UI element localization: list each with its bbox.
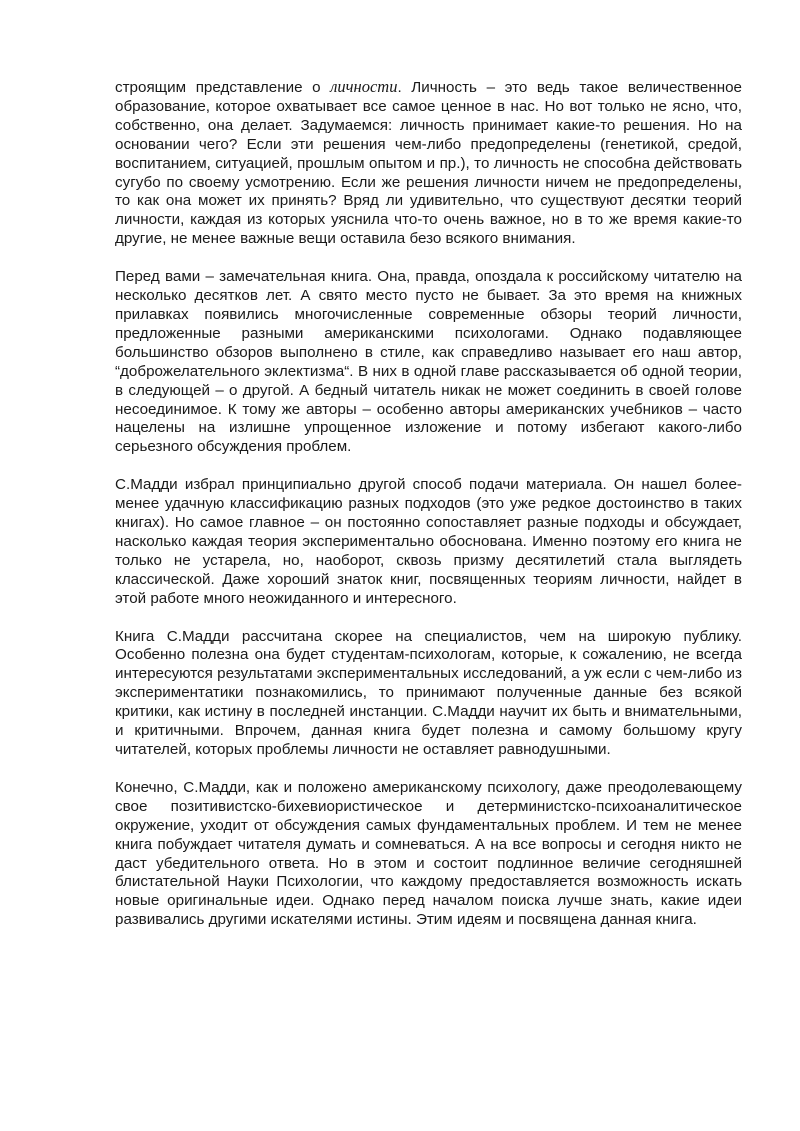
paragraph-1-emphasis: личности (330, 77, 398, 96)
paragraph-4 (115, 628, 742, 760)
document-page (115, 78, 742, 949)
paragraph-3 (115, 476, 742, 608)
paragraph-5 (115, 779, 742, 930)
paragraph-2 (115, 268, 742, 457)
paragraph-3-text: С.Мадди избрал принципиально другой способ подачи материала. Он нашел более-менее удачную классификацию разных подходов (это уже редкое достоинство в таких книгах). Но самое главное – он постоянно сопоставляет разные подходы и обсуждает, насколько каждая теория экспериментально обоснована. Именно поэтому его книга не только не устарела, но, наоборот, сквозь призму десятилетий стала выглядеть классической. Даже хороший знаток книг, посвященных теориям личности, найдет в этой работе много неожиданного и интересного. (115, 476, 742, 607)
paragraph-1 (115, 78, 742, 249)
paragraph-1-segment-3: . Личность – это ведь такое величественное образование, которое охватывает все самое ценное в нас. Но вот только не ясно, что, собственно, она делает. Задумаемся: личность принимает какие-то решения. Но на основании чего? Если эти решения чем-либо предопределены (генетикой, средой, воспитанием, ситуацией, прошлым опытом и пр.), то личность не способна действовать сугубо по своему усмотрению. Если же решения личности ничем не предопределены, то как она может их принять? Вряд ли удивительно, что существуют десятки теорий личности, каждая из которых уяснила что-то очень важное, но в то же время какие-то другие, не менее важные вещи оставила безо всякого внимания. (115, 79, 742, 248)
paragraph-1-segment-1: строящим представление о (115, 79, 331, 96)
paragraph-5-text: Конечно, С.Мадди, как и положено американскому психологу, даже преодолевающему свое позитивистско-бихевиористическое и детерминистско-психоаналитическое окружение, уходит от обсуждения самых фундаментальных проблем. И тем не менее книга побуждает читателя думать и сомневаться. А на все вопросы и сегодня никто не даст убедительного ответа. Но в этом и состоит подлинное величие сегодняшней блистательной Науки Психологии, что каждому предоставляется возможность искать новые оригинальные идеи. Однако перед началом поиска лучше знать, какие идеи развивались другими искателями истины. Этим идеям и посвящена данная книга. (115, 778, 742, 929)
paragraph-2-text: Перед вами – замечательная книга. Она, правда, опоздала к российскому читателю на несколько десятков лет. А свято место пусто не бывает. За это время на книжных прилавках появились многочисленные современные обзоры теорий личности, предложенные разными американскими психологами. Однако подавляющее большинство обзоров выполнено в стиле, как справедливо называет его наш автор, “доброжелательного эклектизма“. В них в одной главе рассказывается об одной теории, в следующей – о другой. А бедный читатель никак не может соединить в своей голове несоединимое. К тому же авторы – особенно авторы американских учебников – часто нацелены на излишне упрощенное изложение и потому избегают какого-либо серьезного обсуждения проблем. (115, 268, 742, 456)
paragraph-4-text: Книга С.Мадди рассчитана скорее на специалистов, чем на широкую публику. Особенно полезна она будет студентам-психологам, которые, к сожалению, не всегда интересуются результатами экспериментальных исследований, а уж если с чем-либо из экспериментатики познакомились, то принимают полученные данные без всякой критики, как истину в последней инстанции. С.Мадди научит их быть и внимательными, и критичными. Впрочем, данная книга будет полезна и самому большому кругу читателей, которых проблемы личности не оставляет равнодушными. (115, 627, 742, 758)
